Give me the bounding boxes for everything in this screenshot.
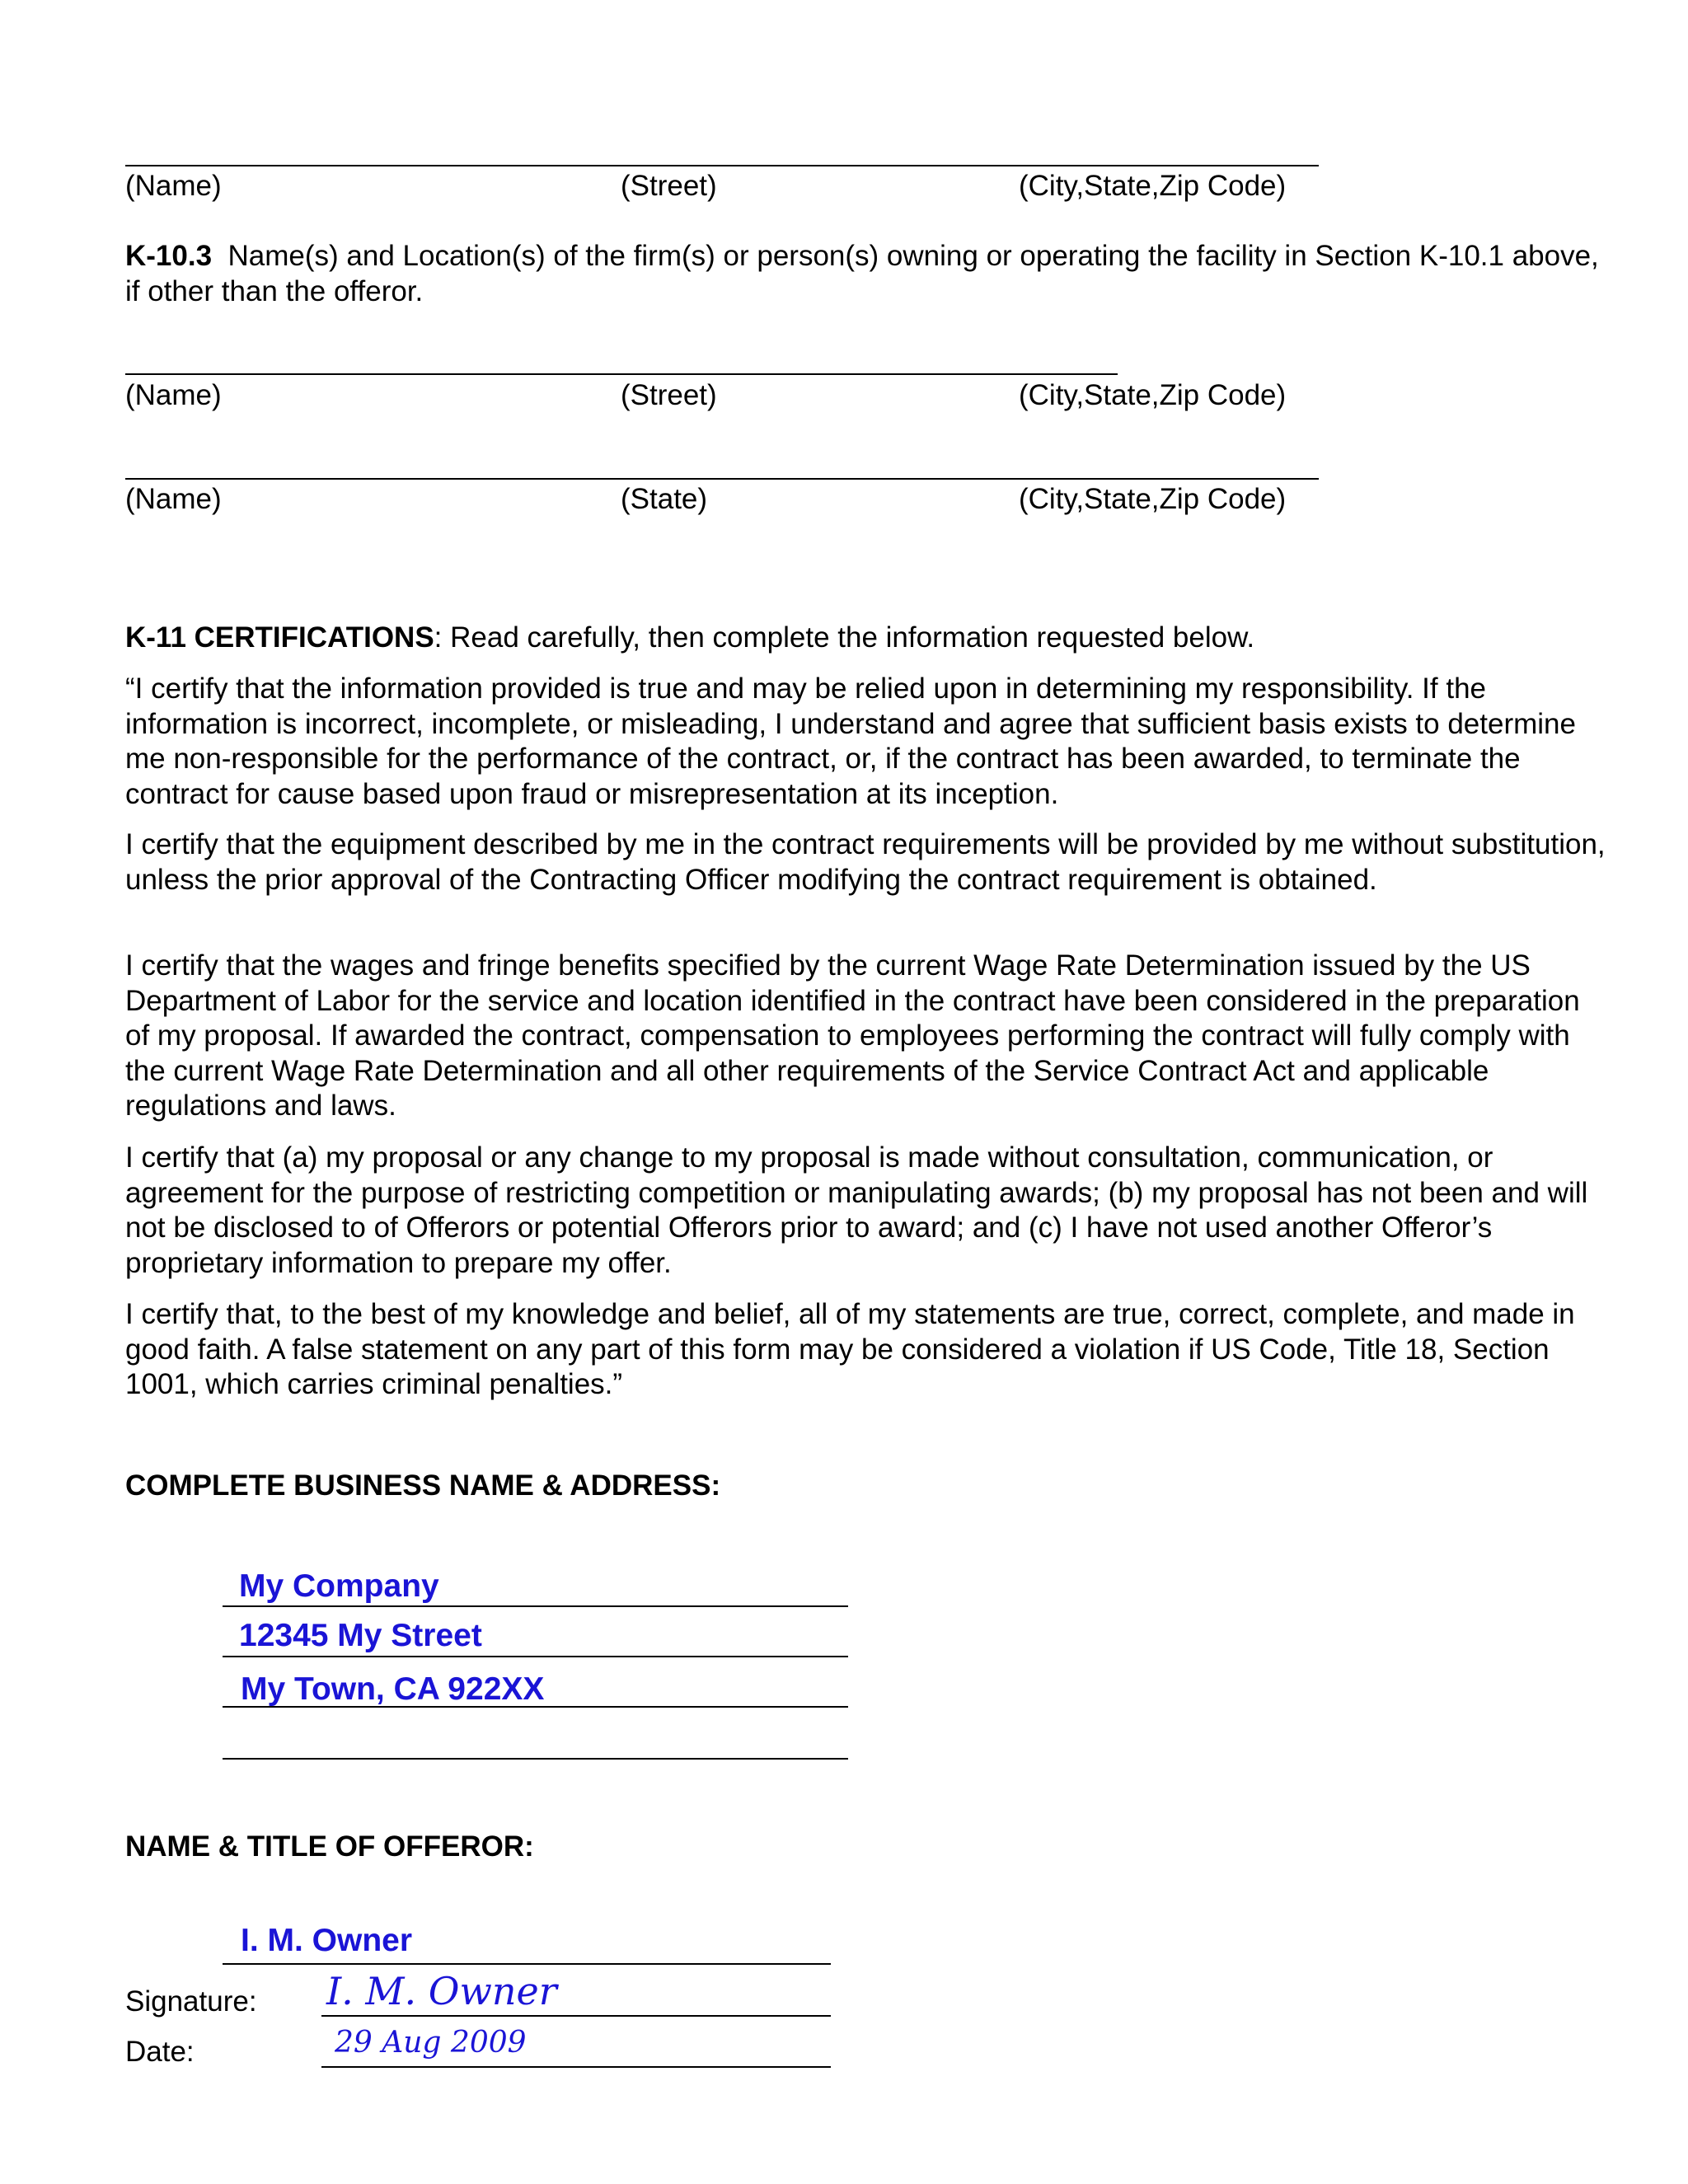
- business-city-value[interactable]: My Town, CA 922XX: [241, 1671, 545, 1707]
- label-name-1: (Name): [125, 170, 222, 202]
- cert-paragraph-1: “I certify that the information provided is true and may be relied upon in determining my responsibility. If the information is incorrect, incomplete, or misleading, I understand and agree that sufficient basis exists to determine me non-responsible for the performance of the contract, or, if the contract has been awarded, to terminate the contract for cause based upon fraud or misrepresentation at its inception.: [125, 673, 1576, 810]
- signature-line[interactable]: [321, 2015, 831, 2017]
- cert-paragraph-3: I certify that the wages and fringe benefits specified by the current Wage Rate Determination issued by the US Department of Labor for the service and location identified in the contract have been considered in the preparation of my proposal. If awarded the contract, compensation to employees performing the contract will fully comply with the current Wage Rate Determination and all other requirements of the Service Contract Act and applicable regulations and laws.: [125, 949, 1580, 1122]
- business-line-4[interactable]: [223, 1758, 848, 1760]
- signature-label: Signature:: [125, 1985, 257, 2018]
- address-line-1[interactable]: [125, 165, 1319, 166]
- label-city-2: (City,State,Zip Code): [1019, 379, 1287, 411]
- k11-intro: : Read carefully, then complete the information requested below.: [434, 621, 1255, 654]
- k10-3-text: Name(s) and Location(s) of the firm(s) or person(s) owning or operating the facility in Section K-10.1 above, if other than the offeror.: [125, 240, 1599, 307]
- offeror-name-value[interactable]: I. M. Owner: [241, 1923, 413, 1958]
- business-name-value[interactable]: My Company: [239, 1568, 439, 1604]
- label-name-2: (Name): [125, 379, 222, 411]
- business-line-2[interactable]: [223, 1656, 848, 1657]
- k11-heading: K-11 CERTIFICATIONS: [125, 621, 434, 654]
- date-line[interactable]: [321, 2066, 831, 2068]
- cert-paragraph-2: I certify that the equipment described by me in the contract requirements will be provided by me without substitution, unless the prior approval of the Contracting Officer modifying the contract requirement is obtained.: [125, 828, 1606, 896]
- cert-paragraph-4: I certify that (a) my proposal or any change to my proposal is made without consultation, communication, or agreement for the purpose of restricting competition or manipulating awards; (b) my proposal has not been and will not be disclosed to of Offerors or potential Offerors prior to award; and (c) I have not used another Offeror’s proprietary information to prepare my offer.: [125, 1141, 1588, 1279]
- business-line-1[interactable]: [223, 1605, 848, 1607]
- date-label: Date:: [125, 2036, 195, 2068]
- label-name-3: (Name): [125, 483, 222, 515]
- label-street-2: (Street): [621, 379, 717, 411]
- offeror-name-line[interactable]: [223, 1963, 831, 1965]
- address-line-3[interactable]: [125, 478, 1319, 480]
- business-line-3[interactable]: [223, 1706, 848, 1708]
- cert-paragraph-5: I certify that, to the best of my knowledge and belief, all of my statements are true, correct, complete, and made in good faith. A false statement on any part of this form may be considered a violation if US Code, Title 18, Section 1001, which carries criminal penalties.”: [125, 1298, 1575, 1400]
- business-heading: COMPLETE BUSINESS NAME & ADDRESS:: [125, 1469, 721, 1502]
- label-city-1: (City,State,Zip Code): [1019, 170, 1287, 202]
- address-line-2[interactable]: [125, 373, 1118, 375]
- date-value[interactable]: 29 Aug 2009: [335, 2026, 527, 2060]
- offeror-heading: NAME & TITLE OF OFFEROR:: [125, 1830, 534, 1863]
- k11-heading-line: [125, 621, 1609, 656]
- label-city-3: (City,State,Zip Code): [1019, 483, 1287, 515]
- signature-value[interactable]: I. M. Owner: [326, 1969, 557, 2013]
- label-state-3: (State): [621, 483, 708, 515]
- label-street-1: (Street): [621, 170, 717, 202]
- k10-3-paragraph: [125, 239, 1609, 309]
- business-street-value[interactable]: 12345 My Street: [239, 1618, 482, 1653]
- k10-3-number: K-10.3: [125, 240, 213, 272]
